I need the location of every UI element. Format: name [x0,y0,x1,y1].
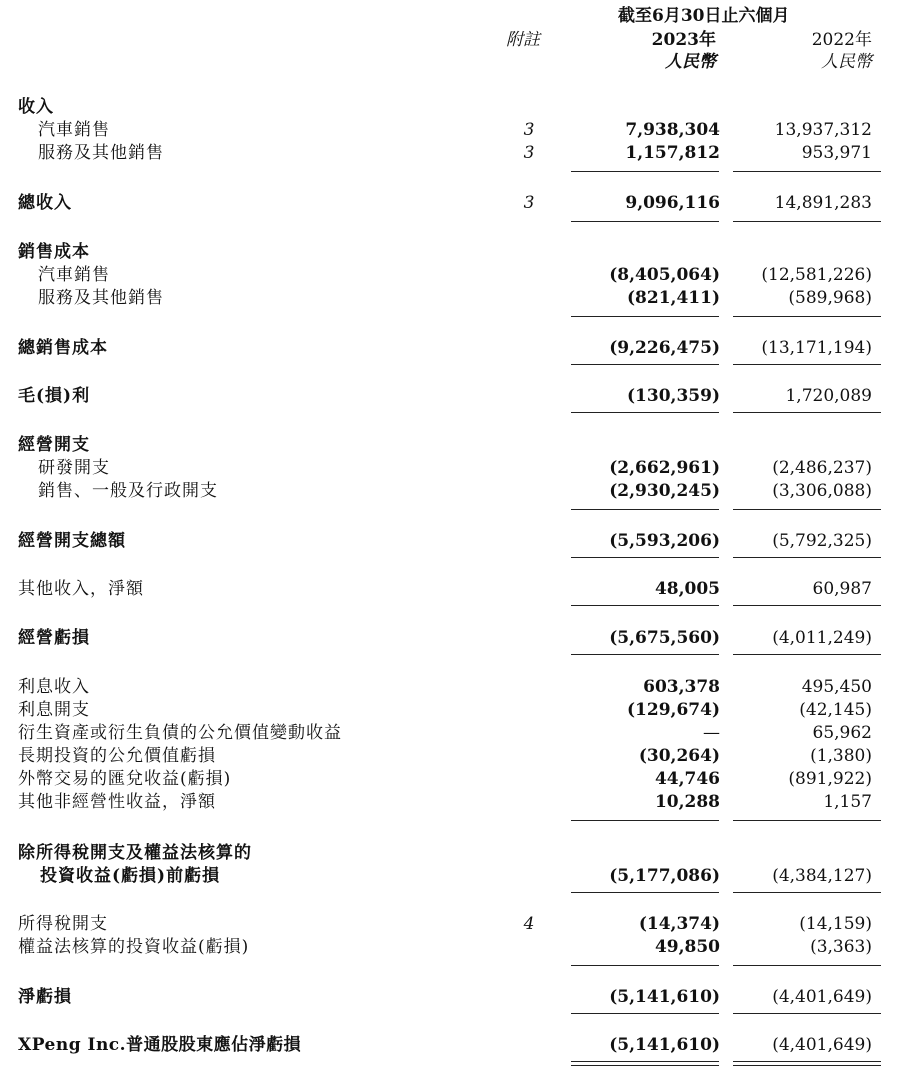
row-label: 其他收入，淨額 [18,579,144,599]
row-label: 服務及其他銷售 [38,143,164,163]
subtotal-rule [571,171,719,172]
value-2022: 953,971 [801,143,872,163]
row-label: 利息收入 [18,677,90,697]
row-label: 汽車銷售 [38,265,110,285]
row-total-revenue [0,192,900,214]
double-rule-bottom [733,1065,881,1066]
value-2022: (4,384,127) [772,866,872,886]
row-note: 3 [523,120,535,140]
double-rule-top [571,1061,719,1062]
row-operating-loss [0,627,900,649]
row-label: 總銷售成本 [18,338,108,358]
value-2023: 49,850 [654,937,720,957]
value-2022: (589,968) [788,288,872,308]
value-2022: 1,720,089 [785,386,872,406]
value-2022: (3,363) [810,937,872,957]
row-long-term-investment-loss [0,745,900,767]
row-gross [0,385,900,407]
currency-current-heading: 人民幣 [665,52,716,72]
row-label: XPeng Inc.普通股股東應佔淨虧損 [18,1035,302,1055]
subtotal-rule [733,557,881,558]
row-label: 經營開支 [18,435,90,455]
subtotal-rule [571,412,719,413]
value-2022: (5,792,325) [772,531,872,551]
row-label: 服務及其他銷售 [38,288,164,308]
row-vehicle-sales [0,119,900,141]
value-2023: (9,226,475) [609,338,720,358]
row-other-income [0,578,900,600]
row-label: 所得稅開支 [18,914,108,934]
value-2022: (4,401,649) [772,1035,872,1055]
row-label: 經營開支總額 [18,531,126,551]
opex-section [0,434,900,456]
row-cos-vehicle [0,264,900,286]
subtotal-rule [733,1013,881,1014]
value-2022: 60,987 [812,579,872,599]
value-2023: (5,675,560) [609,628,720,648]
value-2023: 44,746 [654,769,720,789]
subtotal-rule [733,892,881,893]
subtotal-rule [571,965,719,966]
subtotal-rule [733,965,881,966]
currency-prior-heading: 人民幣 [821,52,872,72]
value-2023: 1,157,812 [625,143,720,163]
row-label: 衍生資產或衍生負債的公允價值變動收益 [18,723,342,743]
value-2023: 7,938,304 [625,120,720,140]
double-rule-bottom [571,1065,719,1066]
subtotal-rule [571,221,719,222]
year-current-heading: 2023年 [651,30,716,50]
value-2023: 603,378 [643,677,720,697]
row-label: 銷售成本 [18,242,90,262]
value-2023: (5,177,086) [609,866,720,886]
value-2023: 10,288 [654,792,720,812]
value-2023: (5,141,610) [609,987,720,1007]
row-label: 除所得稅開支及權益法核算的 [18,843,252,863]
subtotal-rule [733,654,881,655]
row-other-non-operating [0,791,900,813]
subtotal-rule [571,654,719,655]
value-2022: 14,891,283 [774,193,872,213]
subtotal-rule [733,221,881,222]
value-2022: (891,922) [788,769,872,789]
subtotal-rule [571,892,719,893]
row-fx-gain-loss [0,768,900,790]
row-equity-method [0,936,900,958]
row-note: 4 [523,914,535,934]
row-label: 毛(損)利 [18,386,91,406]
value-2023: 48,005 [654,579,720,599]
row-net-loss [0,986,900,1008]
cost-of-sales-section [0,241,900,263]
value-2023: (8,405,064) [609,265,720,285]
value-2023: (5,141,610) [609,1035,720,1055]
value-2022: (13,171,194) [761,338,872,358]
value-2023: (129,674) [627,700,720,720]
value-2023: (130,359) [627,386,720,406]
row-label: 淨虧損 [18,987,72,1007]
subtotal-rule [571,316,719,317]
subtotal-rule [571,557,719,558]
value-2023: (14,374) [638,914,720,934]
row-interest-income [0,676,900,698]
double-rule-top [733,1061,881,1062]
value-2022: (42,145) [799,700,872,720]
subtotal-rule [571,605,719,606]
row-income-tax [0,913,900,935]
row-label: 投資收益(虧損)前虧損 [40,866,221,886]
row-interest-expense [0,699,900,721]
value-2022: 1,157 [823,792,872,812]
revenue-section [0,96,900,118]
value-2022: (14,159) [799,914,872,934]
row-total-cos [0,337,900,359]
row-services-other [0,142,900,164]
value-2023: (5,593,206) [609,531,720,551]
subtotal-rule [571,364,719,365]
row-pretax-loss [0,865,900,887]
row-derivative-gain [0,722,900,744]
value-2022: (1,380) [810,746,872,766]
row-label: 研發開支 [38,458,110,478]
subtotal-rule [733,364,881,365]
row-attributable-net-loss [0,1034,900,1056]
value-2023: (2,930,245) [609,481,720,501]
row-label: 收入 [18,97,54,117]
value-2023: — [703,723,720,743]
subtotal-rule [733,316,881,317]
subtotal-rule [733,820,881,821]
row-note: 3 [523,193,535,213]
value-2022: (4,401,649) [772,987,872,1007]
row-rnd [0,457,900,479]
row-label: 權益法核算的投資收益(虧損) [18,937,250,957]
value-2023: (2,662,961) [609,458,720,478]
value-2023: 9,096,116 [625,193,720,213]
subtotal-rule [571,1013,719,1014]
period-heading: 截至6月30日止六個月 [618,6,790,26]
row-label: 汽車銷售 [38,120,110,140]
row-note: 3 [523,143,535,163]
row-label: 總收入 [18,193,72,213]
value-2022: (2,486,237) [772,458,872,478]
value-2023: (821,411) [627,288,720,308]
value-2022: 495,450 [801,677,872,697]
year-prior-heading: 2022年 [811,30,872,50]
subtotal-rule [571,509,719,510]
note-column-heading: 附註 [506,30,540,50]
subtotal-rule [733,171,881,172]
row-pretax-label-line1 [0,842,900,864]
value-2022: (3,306,088) [772,481,872,501]
row-label: 利息開支 [18,700,90,720]
subtotal-rule [733,412,881,413]
row-label: 長期投資的公允價值虧損 [18,746,216,766]
subtotal-rule [571,820,719,821]
value-2022: (12,581,226) [761,265,872,285]
subtotal-rule [733,605,881,606]
value-2023: (30,264) [638,746,720,766]
value-2022: 65,962 [812,723,872,743]
row-total-opex [0,530,900,552]
row-sga [0,480,900,502]
value-2022: 13,937,312 [774,120,872,140]
row-label: 外幣交易的匯兌收益(虧損) [18,769,232,789]
row-label: 經營虧損 [18,628,90,648]
row-label: 銷售、一般及行政開支 [38,481,218,501]
row-label: 其他非經營性收益，淨額 [18,792,216,812]
row-cos-services [0,287,900,309]
value-2022: (4,011,249) [772,628,872,648]
subtotal-rule [733,509,881,510]
